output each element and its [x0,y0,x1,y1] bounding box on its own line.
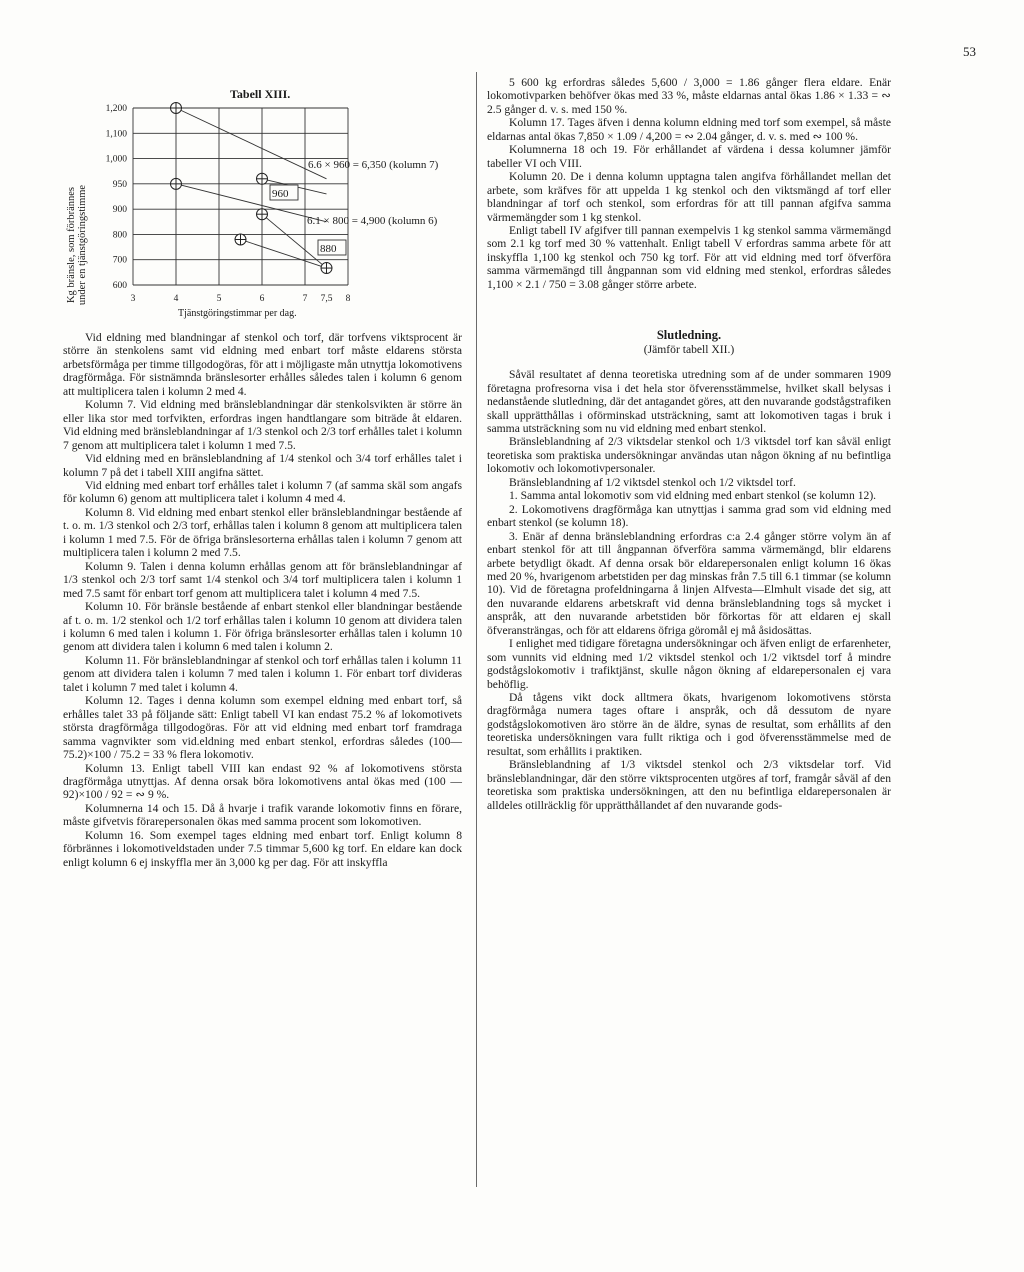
y-tick-label: 1,000 [105,154,127,165]
paragraph: 3. Enär af denna bränsleblandning erfordras c:a 2.4 gånger större volym än af enbart stenkol för att till ångpannan öfverföra samma värmemängd, blir eldarens arbete betydligt ökadt. Af denna orsak bör eldarepersonalen enligt kolumn 16 ökas med 20 %, hvarigenom arbetstiden per dag minskas från 7.5 till 6.1 timmar (se kolumn 10). Vid de företagna profeldningarna å linjen Alfvesta—Elmhult visade det sig, att den nuvarande eldarens arbetskraft vid denna bränsleblandning togs så mycket i anspråk, att den nuvarande arbetstiden bör förkortas för att eldaren ej skall öfveransträngas, och för att eldarens öfriga göromål ej må åsidosättas. [487,529,891,637]
x-tick-label: 7 [302,294,308,304]
y-tick-label: 800 [112,230,127,241]
x-tick-label: 8 [345,294,351,304]
y-tick-label: 1,200 [105,104,127,114]
label-960: 960 [272,188,289,200]
paragraph: Enligt tabell IV afgifver till pannan exempelvis 1 kg stenkol samma värmemängd som 2.1 kg torf med 30 % vattenhalt. Enligt tabell V erfordras samma arbete för att inskyffla 1,100 kg stenkol och 750 kg torf. För att vid eldning med torf öfverföra samma värmemängd till ångpannan som vid eldning med stenkol, erfordras således 1,100 × 2.1 / 750 = 3.08 gånger större arbete. [487,223,891,291]
paragraph: Bränsleblandning af 1/3 viktsdel stenkol och 2/3 viktsdelar torf. Vid bränsleblandningar, där den större viktsprocenten utgöres af torf, framgår såväl af den teoretiska som praktiska undersökningen, att den nu befintliga eldarepersonalen är alldeles otillräcklig för upprätthållandet af den nuvarande gods- [487,758,891,812]
paragraph: Kolumnerna 18 och 19. För erhållandet af värdena i dessa kolumner jämför tabeller VI och VIII. [487,143,891,170]
data-point-marker [171,103,182,114]
paragraph: Bränsleblandning af 2/3 viktsdelar stenkol och 1/3 viktsdel torf kan såväl enligt teoretiska som praktiska undersökningar användas utan någon ökning af nu befintliga lokomotiv och lokomotivpersonaler. [487,435,891,476]
y-tick-label: 700 [112,255,127,266]
paragraph: Kolumn 10. För bränsle bestående af enbart stenkol eller blandningar bestående af t. o. m. 1/2 stenkol och 1/2 torf erhållas talen i kolumn 10 genom att dividera talen i kolumn 6 med talen i kolumn 1. För öfriga bränslesorter erhållas talen i kolumn 10 genom att dividera talen i kolumn 6 med talen i kolumn 2. [63,600,462,654]
y-axis-label-1: Kg bränsle, som förbrännes [66,186,77,304]
x-axis-label: Tjänstgöringstimmar per dag. [178,308,297,319]
label-880: 880 [320,243,337,255]
paragraph: Kolumn 7. Vid eldning med bränsleblandningar där stenkolsvikten är större än eller lika stor med torfvikten, erfordras ingen handtlangare som biträde åt eldaren. Vid eldning med bränsleblandningar af 1/3 stenkol och 2/3 torf erhålles talet i kolumn 7 genom att multiplicera talet i kolumn 1 med 7.5. [63,398,462,452]
paragraph: Kolumn 9. Talen i denna kolumn erhållas genom att för bränsleblandningar af 1/3 stenkol och 2/3 torf samt 1/4 stenkol och 3/4 torf multiplicera talen i kolumn 1 med 7.5 samt för enbart torf genom att multiplicera talet i kolumn 4 med 7.5. [63,559,462,600]
paragraph: Vid eldning med en bränsleblandning af 1/4 stenkol och 3/4 torf erhålles talet i kolumn 7 på det i tabell XIII angifna sättet. [63,452,462,479]
paragraph: Kolumn 16. Som exempel tages eldning med enbart torf. Enligt kolumn 8 förbrännes i lokomotiveldstaden under 7.5 timmar 5,600 kg torf. En eldare kan dock enligt kolumn 6 ej inskyffla mer än 3,000 kg per dag. För att inskyffla [63,828,462,869]
left-column [63,331,462,869]
paragraph: Kolumn 8. Vid eldning med enbart stenkol eller bränsleblandningar bestående af t. o. m. 1/3 stenkol och 2/3 torf, erhållas talen i kolumn 8 genom att multiplicera talen i kolumn 1 med 7.5. För de öfriga bränslesorterna erhållas talen i kolumn 7 genom att multiplicera talen i kolumn 2 med 7.5. [63,505,462,560]
paragraph: Vid eldning med enbart torf erhålles talet i kolumn 7 (af samma skäl som angafs för kolumn 6) genom att multiplicera talet i kolumn 4 med 4. [63,478,462,506]
data-point-marker [321,263,332,274]
x-tick-label: 3 [130,294,136,304]
annotation-lower: 6.1 × 800 = 4,900 (kolumn 6) [307,215,438,227]
paragraph: Kolumn 12. Tages i denna kolumn som exempel eldning med enbart torf, så erhålles talet 33 på följande sätt: Enligt tabell VI kan endast 75.2 % af lokomotivets största dragförmåga tillgodogöras. För att vid eldning med enbart torf framdraga samma vagnvikter som vid.eldning med enbart stenkol, erfordras således (100—75.2)×100 / 75.2 = 33 % flera lokomotiv. [63,694,462,762]
y-tick-label: 950 [112,179,127,190]
y-tick-label: 600 [112,281,127,291]
x-tick-label: 5 [216,294,222,304]
paragraph: Kolumnerna 14 och 15. Då å hvarje i trafik varande lokomotiv finns en förare, måste gifvetvis förarepersonalen ökas med samma procent som lokomotiven. [63,801,462,829]
paragraph: 1. Samma antal lokomotiv som vid eldning med enbart stenkol (se kolumn 12). [509,489,877,503]
y-tick-label: 1,100 [105,129,127,140]
y-tick-label: 900 [112,205,127,216]
section-subheading: (Jämför tabell XII.) [643,342,735,356]
data-point-marker [235,234,246,245]
paragraph: Bränsleblandning af 1/2 viktsdel stenkol och 1/2 viktsdel torf. [509,475,796,489]
paragraph: Kolumn 13. Enligt tabell VIII kan endast 92 % af lokomotivens största dragförmåga utnyttjas. Af denna orsak böra lokomotivens antal ökas med (100 — 92)×100 / 92 = ∾ 9 %. [63,761,462,802]
curve-line [176,108,327,179]
paragraph: Kolumn 11. För bränsleblandningar af stenkol och torf erhållas talen i kolumn 11 genom att dividera talen i kolumn 7 med talen i kolumn 1. För enbart torf divideras talet i kolumn 7 med talet i kolumn 4. [63,653,462,694]
data-point-marker [257,209,268,220]
annotation-upper: 6.6 × 960 = 6,350 (kolumn 7) [308,159,439,171]
section-heading: Slutledning. [656,328,722,343]
page-number: 53 [963,44,976,59]
right-column [487,76,891,812]
figure-title: Tabell XIII. [230,87,291,101]
y-axis-label-2: under en tjänstgöringstimme [77,184,88,306]
data-point-marker [171,178,182,189]
curve-line [241,239,327,268]
x-tick-label: 7,5 [320,294,333,304]
x-tick-label: 4 [173,294,179,304]
paragraph: Vid eldning med blandningar af stenkol och torf, där torfvens viktsprocent är större än stenkolens samt vid eldning med enbart torf måste eldarens största arbetsförmåga per timme tillgodogöras, för att i möjligaste mån utnyttja lokomotivens dragförmåga. För sistnämnda bränslesorter erhålles således talen i kolumn 6 genom att multiplicera talen i kolumn 2 med 4. [63,331,462,398]
data-point-marker [257,173,268,184]
paragraph: Då tågens vikt dock alltmera ökats, hvarigenom lokomotivens största dragförmåga numera tages oftare i anspråk, och då dessutom de nyare godstågslokomotiven äro större än de äldre, synas de resultat, som erhållits af den teoretiska undersökningen vara fullt riktiga och i god öfverensstämmelse med de resultat, som erhållits i praktiken. [487,691,891,758]
column-divider [476,72,477,1187]
paragraph: 5 600 kg erfordras således 5,600 / 3,000 = 1.86 gånger flera eldare. Enär lokomotivparken behöfver ökas med 33 %, måste eldarnas antal ökas 1.86 × 1.33 = ∾ 2.5 gånger d. v. s. med 150 %. [487,76,891,116]
paragraph: Kolumn 20. De i denna kolumn upptagna talen angifva förhållandet mellan det arbete, som kräfves för att uppelda 1 kg stenkol och den viktsmängd af torf eller blandningar af torf och stenkol, som erfordras för att till pannan afgifva samma värmemängder som 1 kg stenkol. [487,170,891,224]
paragraph: I enlighet med tidigare företagna undersökningar och äfven enligt de erfarenheter, som vunnits vid eldning med 1/2 viktsdel stenkol och 1/2 viktsdel torf å mindre godstågslokomotiv i trafiktjänst, skulle någon ökning af eldarepersonalen ej vara behöflig. [487,637,891,691]
paragraph: Kolumn 17. Tages äfven i denna kolumn eldning med torf som exempel, så måste eldarnas antal ökas 7,850 × 1.09 / 4,200 = ∾ 2.04 gånger, d. v. s. med ∾ 100 %. [487,116,891,143]
curve-line [176,184,327,222]
x-tick-label: 6 [259,294,265,304]
table-xiii-figure [58,80,478,330]
paragraph: 2. Lokomotivens dragförmåga kan utnyttjas i samma grad som vid eldning med enbart stenkol (se kolumn 18). [487,502,891,530]
paragraph: Såväl resultatet af denna teoretiska utredning som af de under sommaren 1909 företagna profresorna visa i det hela stor öfverensstämmelse, hvilket skall belysas i nedanstående slutledning, där det antagandet göres, att den nuvarande godstågstrafiken skall upprätthållas i oförminskad utsträckning, samt att lokomotiven tagas i bruk i samma utsträckning som nu vid eldning med enbart stenkol. [487,368,891,435]
figure-svg [58,80,478,330]
